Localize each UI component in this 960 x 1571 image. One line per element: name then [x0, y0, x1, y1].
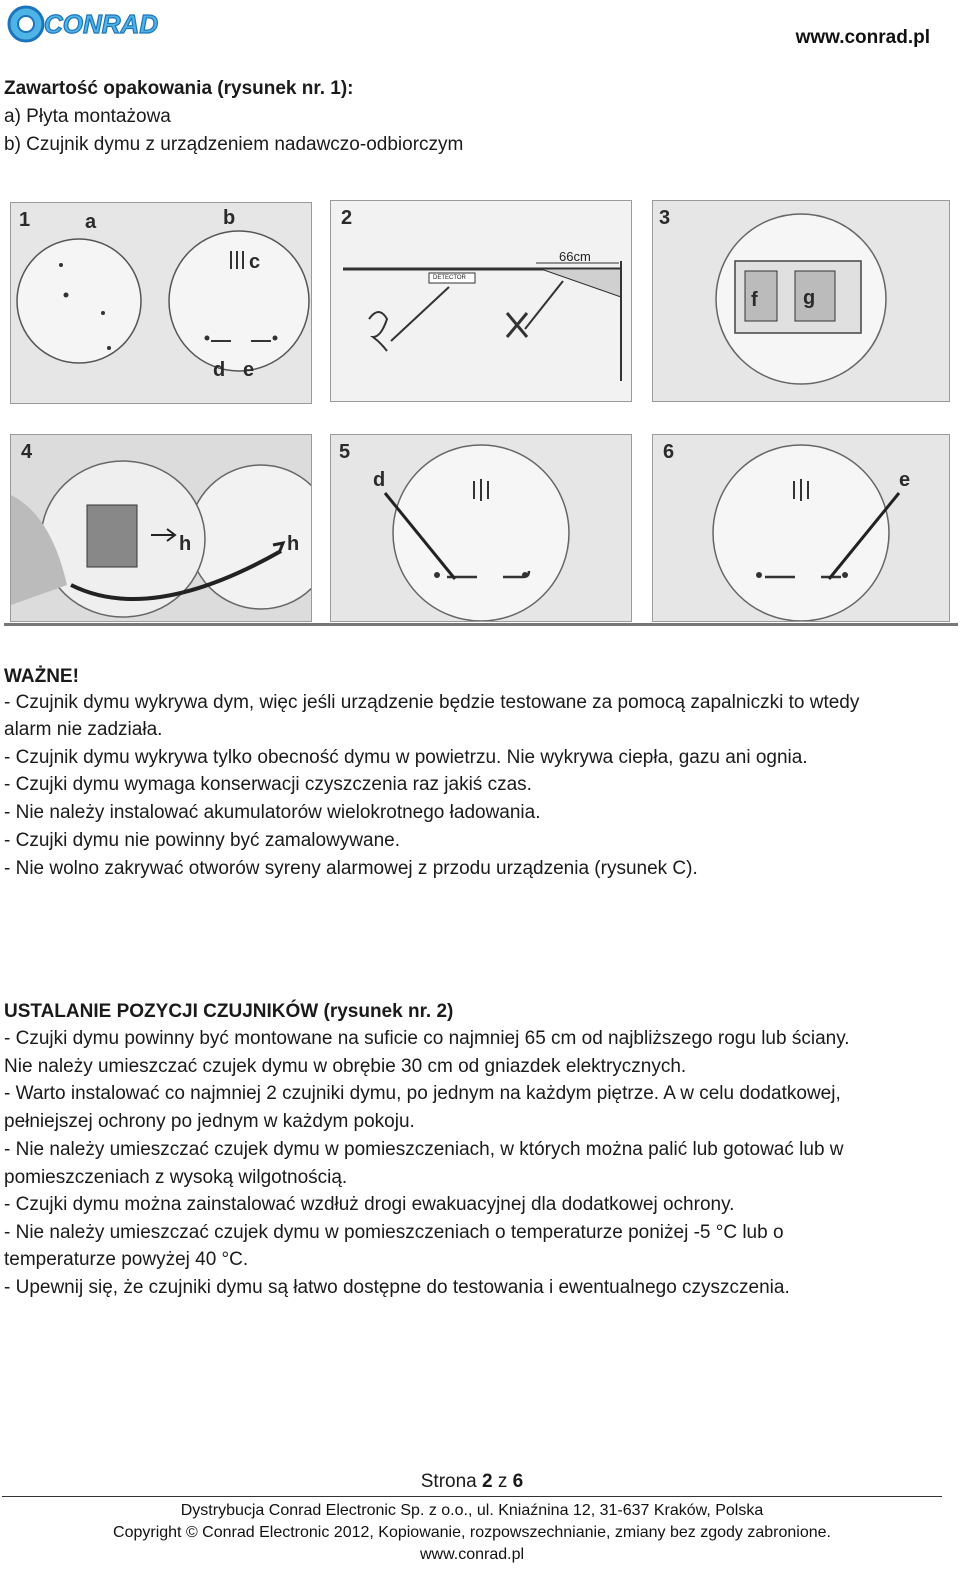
panel-label-g: g	[803, 287, 816, 309]
position-line: - Nie należy umieszczać czujek dymu w pomieszczeniach o temperaturze poniżej -5 °C lub o	[4, 1222, 784, 1243]
header-url[interactable]: www.conrad.pl	[795, 27, 930, 48]
panel-number-3: 3	[659, 207, 671, 229]
footer-rule	[2, 1496, 942, 1497]
panel-label-e: e	[243, 359, 255, 381]
important-line: - Nie należy instalować akumulatorów wielokrotnego ładowania.	[4, 802, 541, 823]
important-line: - Czujki dymu nie powinny być zamalowywane.	[4, 830, 400, 851]
page-number	[0, 1471, 944, 1493]
logo-text: CONRAD	[44, 9, 159, 39]
panel-label-c: c	[249, 251, 261, 273]
position-line: temperaturze powyżej 40 °C.	[4, 1249, 249, 1270]
panel-label-66cm: 66cm	[559, 249, 591, 264]
position-line: - Nie należy umieszczać czujek dymu w pomieszczeniach, w których można palić lub gotować lub w	[4, 1139, 844, 1160]
important-line: alarm nie zadziała.	[4, 719, 163, 740]
figure-panel-1	[10, 202, 312, 404]
footer-distribution: Dystrybucja Conrad Electronic Sp. z o.o., ul. Kniaźnina 12, 31-637 Kraków, Polska	[180, 1502, 764, 1519]
figure-divider	[4, 623, 958, 626]
panel-label-b: b	[223, 207, 236, 229]
footer-url[interactable]: www.conrad.pl	[419, 1546, 525, 1563]
panel-number-6: 6	[663, 441, 675, 463]
position-line: pełniejszej ochrony po jednym w każdym pokoju.	[4, 1111, 415, 1132]
figure-panel-6	[652, 434, 950, 622]
page-current: 2	[482, 1471, 493, 1492]
important-line: - Czujnik dymu wykrywa tylko obecność dymu w powietrzu. Nie wykrywa ciepła, gazu ani ognia.	[4, 747, 808, 768]
panel-number-4: 4	[21, 441, 33, 463]
panel-number-5: 5	[339, 441, 351, 463]
contents-item-b: b) Czujnik dymu z urządzeniem nadawczo-odbiorczym	[4, 134, 464, 155]
figure-panel-3	[652, 200, 950, 402]
panel-label-f: f	[751, 289, 758, 311]
important-line: - Nie wolno zakrywać otworów syreny alarmowej z przodu urządzenia (rysunek C).	[4, 858, 698, 879]
position-line: - Czujki dymu powinny być montowane na suficie co najmniej 65 cm od najbliższego rogu lub ściany.	[4, 1028, 850, 1049]
contents-heading: Zawartość opakowania (rysunek nr. 1):	[4, 78, 354, 99]
panel-number-2: 2	[341, 207, 353, 229]
panel-label-detector: DETECTOR	[433, 275, 466, 281]
figure-panel-5	[330, 434, 632, 622]
position-heading: USTALANIE POZYCJI CZUJNIKÓW (rysunek nr. 2)	[4, 1001, 454, 1022]
panel-label-h1: h	[179, 533, 192, 555]
panel-label-a: a	[85, 211, 97, 233]
position-line: - Upewnij się, że czujniki dymu są łatwo dostępne do testowania i ewentualnego czyszczenia.	[4, 1277, 790, 1298]
figure-panel-4	[10, 434, 312, 622]
important-heading: WAŻNE!	[4, 666, 79, 687]
position-line: pomieszczeniach z wysoką wilgotnością.	[4, 1167, 348, 1188]
panel-label-d2: d	[373, 469, 386, 491]
page-total: 6	[512, 1471, 524, 1492]
figure-panel-2	[330, 200, 632, 402]
page-prefix: Strona	[420, 1471, 483, 1492]
important-line: - Czujki dymu wymaga konserwacji czyszczenia raz jakiś czas.	[4, 774, 532, 795]
position-line: Nie należy umieszczać czujek dymu w obrębie 30 cm od gniazdek elektrycznych.	[4, 1056, 687, 1077]
contents-item-a: a) Płyta montażowa	[4, 106, 171, 127]
page-separator: z	[492, 1471, 513, 1492]
position-line: - Czujki dymu można zainstalować wzdłuż drogi ewakuacyjnej dla dodatkowej ochrony.	[4, 1194, 735, 1215]
panel-number-1: 1	[19, 209, 31, 231]
footer-copyright: Copyright © Conrad Electronic 2012, Kopiowanie, rozpowszechnianie, zmiany bez zgody zabronione.	[113, 1524, 831, 1541]
panel-label-e2: e	[899, 469, 911, 491]
panel-label-h2: h	[287, 533, 300, 555]
conrad-logo	[6, 2, 162, 46]
position-line: - Warto instalować co najmniej 2 czujniki dymu, po jednym na każdym piętrze. A w celu dodatkowej,	[4, 1083, 841, 1104]
important-line: - Czujnik dymu wykrywa dym, więc jeśli urządzenie będzie testowane za pomocą zapalniczki to wtedy	[4, 692, 860, 713]
panel-label-d: d	[213, 359, 226, 381]
